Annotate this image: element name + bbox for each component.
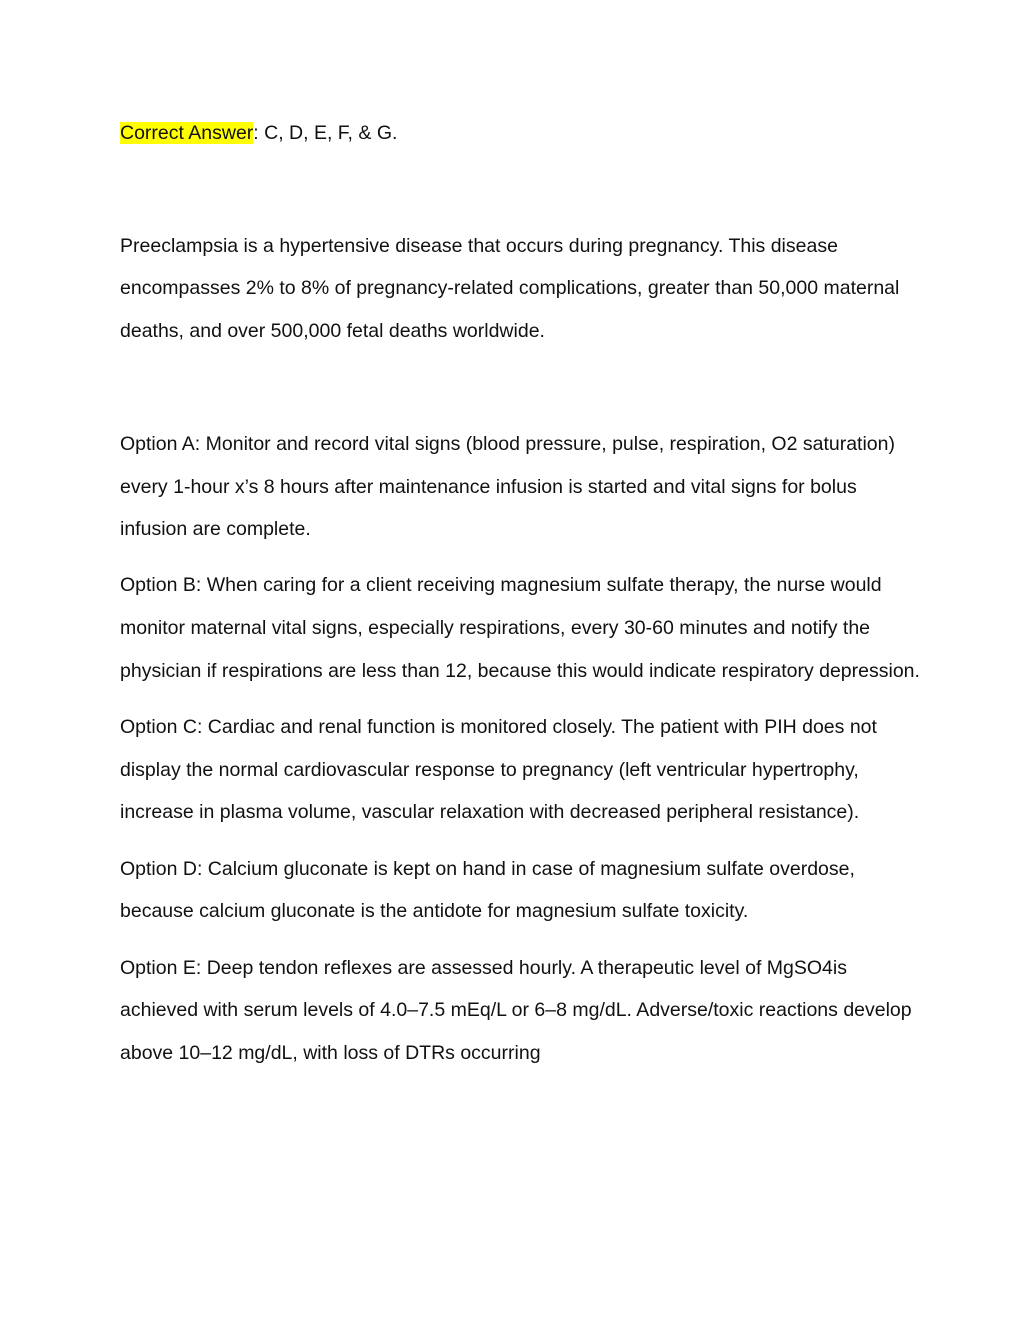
correct-answer-label: Correct Answer xyxy=(120,122,254,144)
option-e-paragraph: Option E: Deep tendon reflexes are assessed hourly. A therapeutic level of MgSO4is achieved with serum levels of 4.0–7.5 mEq/L or 6–8 mg/dL. Adverse/toxic reactions develop above 10–12 mg/dL, with loss of DTRs occurring xyxy=(120,956,912,1064)
correct-answer-line xyxy=(120,112,920,155)
document-body xyxy=(120,112,920,1088)
option-c-paragraph: Option C: Cardiac and renal function is monitored closely. The patient with PIH does not display the normal cardiovascular response to pregnancy (left ventricular hypertrophy, increase in plasma volume, vascular relaxation with decreased peripheral resistance). xyxy=(120,716,877,824)
option-a-paragraph: Option A: Monitor and record vital signs (blood pressure, pulse, respiration, O2 saturation) every 1-hour x’s 8 hours after maintenance infusion is started and vital signs for bolus infusion are complete. xyxy=(120,432,895,541)
option-d-paragraph: Option D: Calcium gluconate is kept on hand in case of magnesium sulfate overdose, because calcium gluconate is the antidote for magnesium sulfate toxicity. xyxy=(120,857,855,923)
option-b-paragraph: Option B: When caring for a client receiving magnesium sulfate therapy, the nurse would monitor maternal vital signs, especially respirations, every 30-60 minutes and notify the physician if respirations are less than 12, because this would indicate respiratory depression. xyxy=(120,574,920,682)
intro-paragraph: Preeclampsia is a hypertensive disease that occurs during pregnancy. This disease encompasses 2% to 8% of pregnancy-related complications, greater than 50,000 maternal deaths, and over 500,000 fetal deaths worldwide. xyxy=(120,234,900,343)
correct-answer-value: : C, D, E, F, & G. xyxy=(253,122,398,144)
